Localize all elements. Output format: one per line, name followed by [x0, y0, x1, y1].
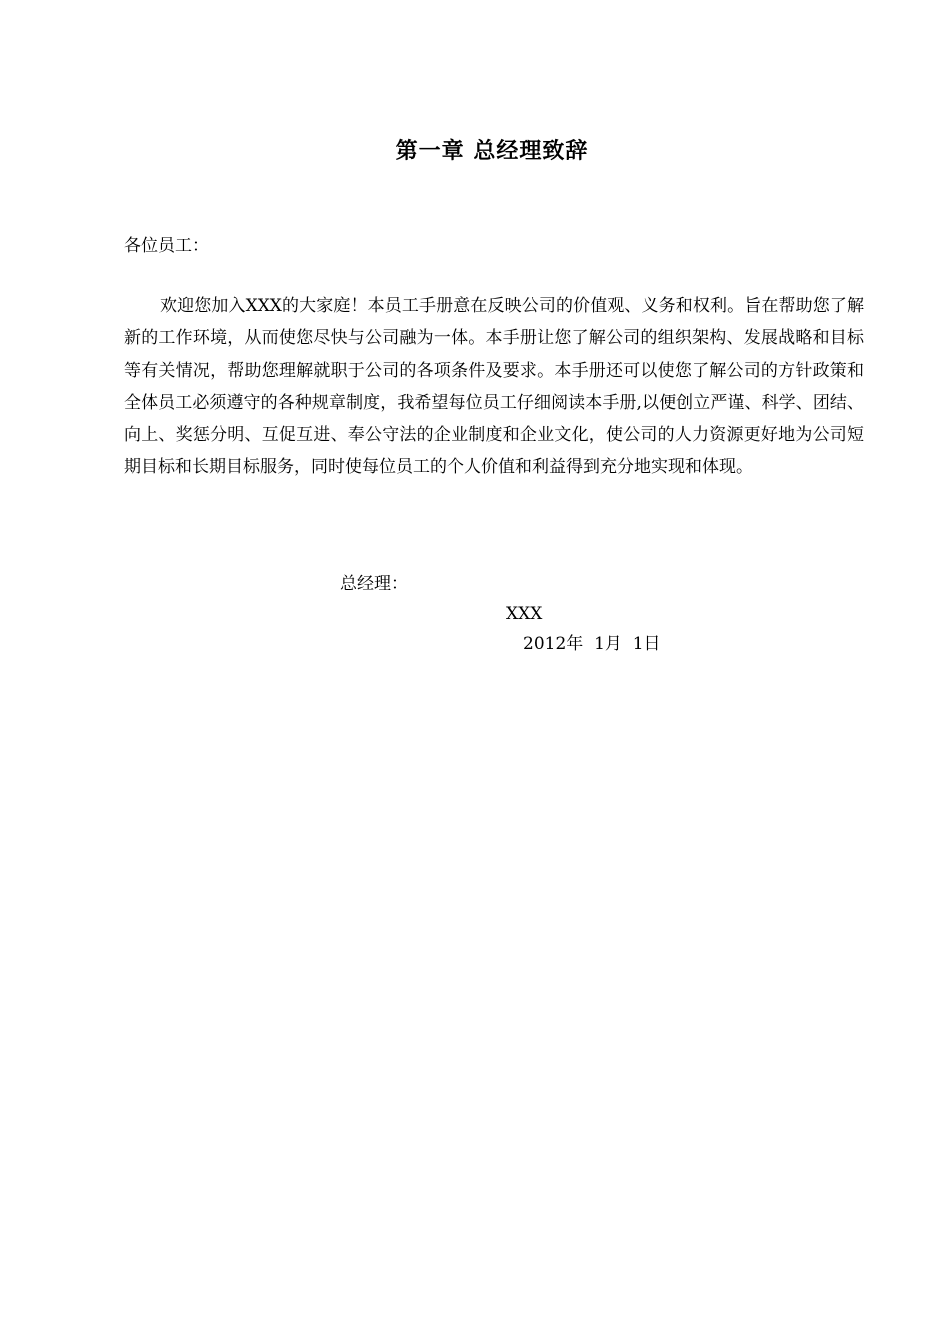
salutation: 各位员工： — [124, 236, 209, 256]
signature-title: 总经理： — [340, 574, 408, 594]
signature-name: XXX — [506, 604, 543, 624]
chapter-title: 第一章 总经理致辞 — [395, 138, 589, 164]
body-paragraph: 欢迎您加入XXX的大家庭！本员工手册意在反映公司的价值观、义务和权利。旨在帮助您了解新的工作环境，从而使您尽快与公司融为一体。本手册让您了解公司的组织架构、发展战略和目标等有关情况，帮助您理解就职于公司的各项条件及要求。本手册还可以使您了解公司的方针政策和全体员工必须遵守的各种规章制度，我希望每位员工仔细阅读本手册,以便创立严谨、科学、团结、向上、奖惩分明、互促互进、奉公守法的企业制度和企业文化，使公司的人力资源更好地为公司短期目标和长期目标服务，同时使每位员工的个人价值和利益得到充分地实现和体现。 — [124, 296, 864, 478]
signature-date: 2012年 1月 1日 — [523, 634, 661, 654]
